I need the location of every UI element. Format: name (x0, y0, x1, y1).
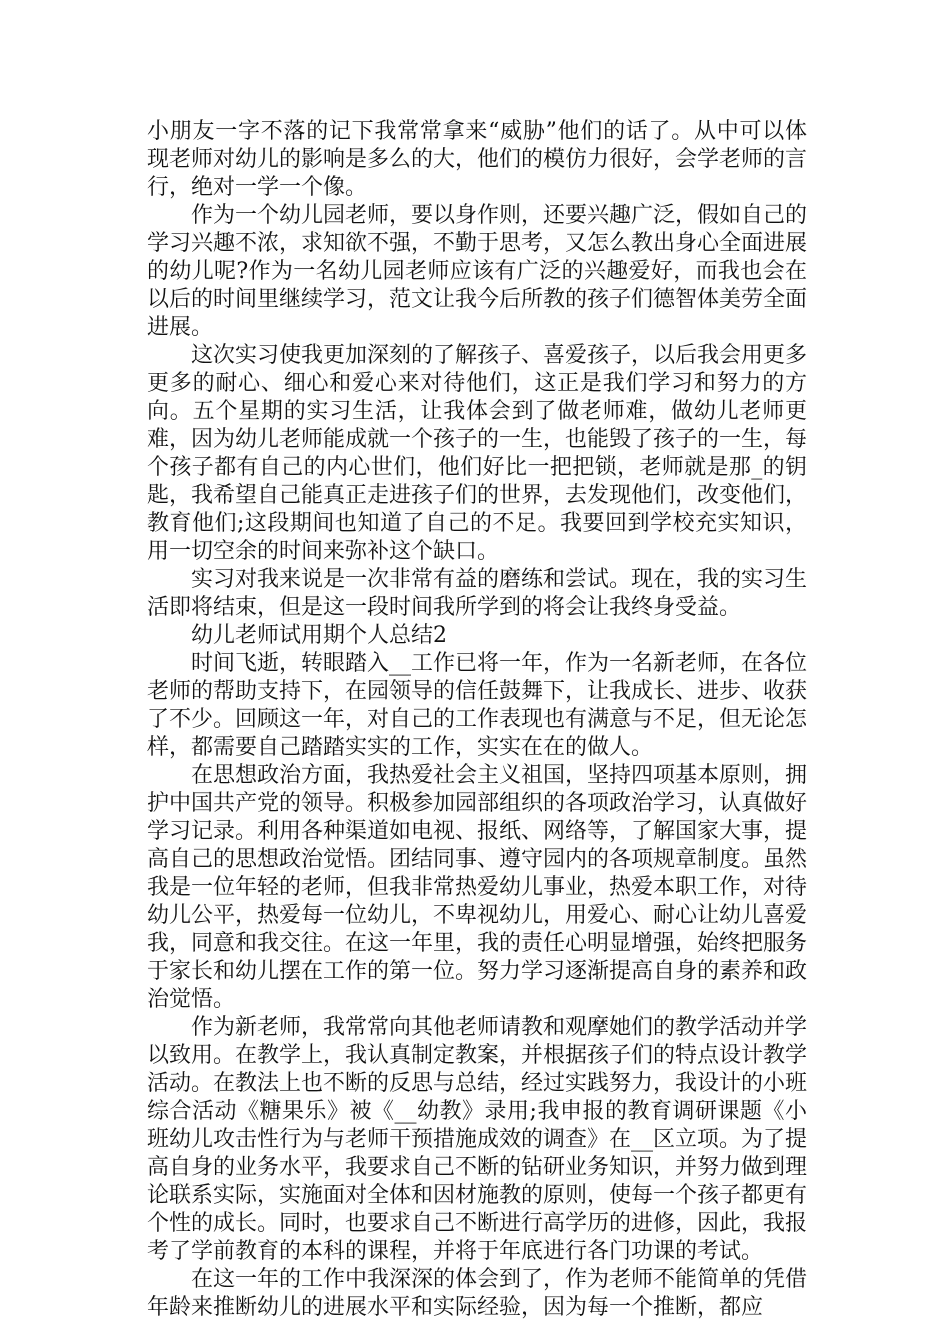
paragraph: 这次实习使我更加深刻的了解孩子、喜爱孩子，以后我会用更多更多的耐心、细心和爱心来对待他们，这正是我们学习和努力的方向。五个星期的实习生活，让我体会到了做老师难，做幼儿老师更难，因为幼儿老师能成就一个孩子的一生，也能毁了孩子的一生，每个孩子都有自己的内心世们，他们好比一把把锁，老师就是那_的钥匙，我希望自己能真正走进孩子们的世界，去发现他们，改变他们，教育他们;这段期间也知道了自己的不足。我要回到学校充实知识，用一切空余的时间来弥补这个缺口。 (147, 343, 808, 564)
paragraph: 作为新老师，我常常向其他老师请教和观摩她们的教学活动并学以致用。在教学上，我认真制定教案，并根据孩子们的特点设计教学活动。在教法上也不断的反思与总结，经过实践努力，我设计的小班综合活动《糖果乐》被《__幼教》录用;我申报的教育调研课题《小班幼儿攻击性行为与老师干预措施成效的调查》在__区立项。为了提高自身的业务水平，我要求自己不断的钻研业务知识，并努力做到理论联系实际，实施面对全体和因材施教的原则，使每一个孩子都更有个性的成长。同时，也要求自己不断进行高学历的进修，因此，我报考了学前教育的本科的课程，并将于年底进行各门功课的考试。 (147, 1015, 808, 1264)
paragraph: 实习对我来说是一次非常有益的磨练和尝试。现在，我的实习生活即将结束，但是这一段时间我所学到的将会让我终身受益。 (147, 567, 808, 620)
section-heading: 幼儿老师试用期个人总结2 (191, 623, 447, 648)
paragraph: 时间飞逝，转眼踏入__工作已将一年，作为一名新老师，在各位老师的帮助支持下，在园领导的信任鼓舞下，让我成长、进步、收获了不少。回顾这一年，对自己的工作表现也有满意与不足，但无论怎样，都需要自己踏踏实实的工作，实实在在的做人。 (147, 651, 808, 760)
paragraph-continued: 小朋友一字不落的记下我常常拿来“威胁”他们的话了。从中可以体现老师对幼儿的影响是多么的大，他们的模仿力很好，会学老师的言行，绝对一学一个像。 (147, 119, 808, 200)
document-page (147, 118, 807, 1322)
paragraph: 在这一年的工作中我深深的体会到了，作为老师不能简单的凭借年龄来推断幼儿的进展水平和实际经验，因为每一个推断，都应 (147, 1267, 808, 1320)
paragraph: 在思想政治方面，我热爱社会主义祖国，坚持四项基本原则，拥护中国共产党的领导。积极参加园部组织的各项政治学习，认真做好学习记录。利用各种渠道如电视、报纸、网络等，了解国家大事，提高自己的思想政治觉悟。团结同事、遵守园内的各项规章制度。虽然我是一位年轻的老师，但我非常热爱幼儿事业，热爱本职工作，对待幼儿公平，热爱每一位幼儿，不卑视幼儿，用爱心、耐心让幼儿喜爱我，同意和我交往。在这一年里，我的责任心明显增强，始终把服务于家长和幼儿摆在工作的第一位。努力学习逐渐提高自身的素养和政治觉悟。 (147, 763, 808, 1012)
paragraph: 作为一个幼儿园老师，要以身作则，还要兴趣广泛，假如自己的学习兴趣不浓，求知欲不强，不勤于思考，又怎么教出身心全面进展的幼儿呢?作为一名幼儿园老师应该有广泛的兴趣爱好，而我也会在以后的时间里继续学习，范文让我今后所教的孩子们德智体美劳全面进展。 (147, 203, 808, 340)
